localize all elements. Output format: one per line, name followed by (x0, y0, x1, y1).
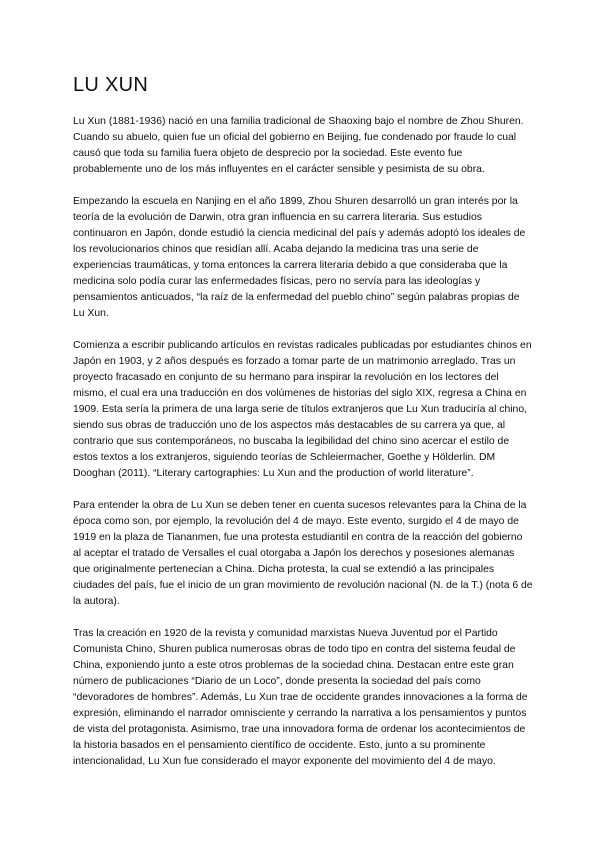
paragraph-1: Lu Xun (1881-1936) nació en una familia tradicional de Shaoxing bajo el nombre de Zhou Shuren. Cuando su abuelo, quien fue un oficial del gobierno en Beijing, fue condenado por fraude lo cual causó que toda su familia fuera objeto de desprecio por la sociedad. Este evento fue probablemente uno de los más influyentes en el carácter sensible y pesimista de su obra. (73, 116, 524, 175)
document-page (73, 72, 533, 786)
document-title: LU XUN (73, 74, 149, 96)
paragraph-3: Comienza a escribir publicando artículos en revistas radicales publicadas por estudiantes chinos en Japón en 1903, y 2 años después es forzado a tomar parte de un matrimonio arreglado. Tras un proyecto fracasado en conjunto de su hermano para inspirar la revolución en los lectores del mismo, el cual era una traducción en dos volúmenes de historias del siglo XIX, regresa a China en 1909. Esta sería la primera de una larga serie de títulos extranjeros que Lu Xun traduciría al chino, siendo sus obras de traducción uno de los aspectos más destacables de su carrera ya que, al contrario que sus contemporáneos, no buscaba la legibilidad del chino sino acercar el estilo de estos textos a los extranjeros, siguiendo teorías de Schleiermacher, Goethe y Hölderlin. DM Dooghan (2011). “Literary cartographies: Lu Xun and the production of world literature”. (73, 340, 532, 479)
paragraph-4: Para entender la obra de Lu Xun se deben tener en cuenta sucesos relevantes para la China de la época como son, por ejemplo, la revolución del 4 de mayo. Este evento, surgido el 4 de mayo de 1919 en la plaza de Tiananmen, fue una protesta estudiantil en contra de la reacción del gobierno al aceptar el tratado de Versalles el cual otorgaba a Japón los derechos y posesiones alemanas que originalmente pertenecían a China. Dicha protesta, la cual se extendió a las principales ciudades del país, fue el inicio de un gran movimiento de revolución nacional (N. de la T.) (nota 6 de la autora). (73, 500, 533, 607)
paragraph-2: Empezando la escuela en Nanjing en el año 1899, Zhou Shuren desarrolló un gran interés por la teoría de la evolución de Darwin, otra gran influencia en su carrera literaria. Sus estudios continuaron en Japón, donde estudió la ciencia medicinal del país y además adoptó los ideales de los revolucionarios chinos que residían allí. Acaba dejando la medicina tras una serie de experiencias traumáticas, y toma entonces la carrera literaria debido a que consideraba que la medicina solo podía curar las enfermedades físicas, pero no servía para las ideologías y pensamientos anticuados, “la raíz de la enfermedad del pueblo chino” según palabras propias de Lu Xun. (73, 196, 526, 319)
paragraph-5: Tras la creación en 1920 de la revista y comunidad marxistas Nueva Juventud por el Partido Comunista Chino, Shuren publica numerosas obras de todo tipo en contra del sistema feudal de China, exponiendo junto a este otros problemas de la sociedad china. Destacan entre este gran número de publicaciones “Diario de un Loco”, donde presenta la sociedad del país como “devoradores de hombres”. Además, Lu Xun trae de occidente grandes innovaciones a la forma de expresión, eliminando el narrador omnisciente y cerrando la narrativa a los pensamientos y puntos de vista del protagonista. Asimismo, trae una innovadora forma de ordenar los acontecimientos de la historia basados en el pensamiento científico de occidente. Esto, junto a su prominente intencionalidad, Lu Xun fue considerado el mayor exponente del movimiento del 4 de mayo. (73, 628, 528, 767)
